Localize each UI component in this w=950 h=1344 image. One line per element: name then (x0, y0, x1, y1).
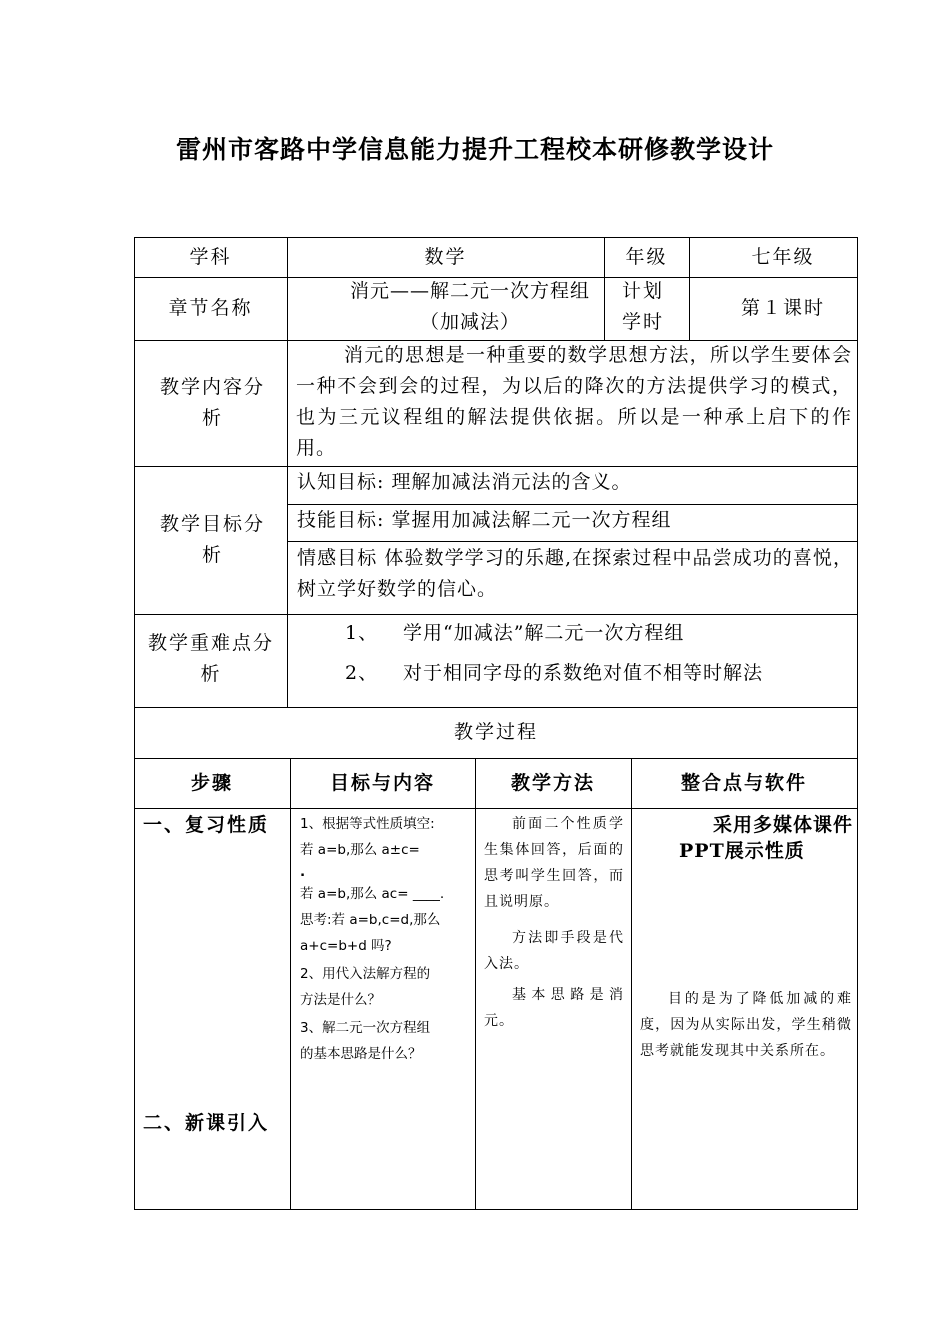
difficulty-label: 教学重难点分析 (147, 632, 274, 685)
process-title: 教学过程 (453, 721, 538, 743)
content-line-8: 方法是什么？ (300, 992, 381, 1008)
step-review: 一、复习性质 (143, 814, 270, 836)
goal-skill: 技能目标: 掌握用加减法解二元一次方程组 (297, 509, 672, 531)
content-line-3: . (300, 864, 306, 880)
header-software: 整合点与软件 (680, 771, 807, 794)
content-line-10: 的基本思路是什么？ (300, 1046, 422, 1062)
content-analysis-text: 消元的思想是一种重要的数学思想方法，所以学生要体会一种不会到会的过程，为以后的降次的方法提供学习的模式，也为三元议程组的解法提供依据。所以是一种承上启下的作用。 (296, 344, 852, 459)
chapter-label: 章节名称 (168, 297, 253, 319)
header-method: 教学方法 (510, 771, 595, 794)
goal-cognitive: 认知目标: 理解加减法消元法的含义。 (297, 471, 632, 493)
content-line-2: 若 a=b,那么 a±c= (300, 842, 420, 858)
chapter-value: 消元——解二元一次方程组（加减法） (349, 280, 590, 333)
software-heading-1: 采用多媒体课件 (712, 814, 853, 836)
subject-value: 数学 (424, 245, 467, 268)
content-list (300, 811, 472, 1067)
step-new-lesson: 二、新课引入 (143, 1112, 270, 1134)
method-p3: 基本思路是消元。 (484, 987, 624, 1029)
header-content: 目标与内容 (329, 771, 435, 794)
grade-label: 年级 (625, 245, 668, 268)
content-line-6: a+c=b+d 吗? (300, 938, 392, 954)
plan-value: 第１课时 (740, 297, 825, 319)
difficulty-num-1: 1、 (345, 622, 379, 644)
content-line-1: 1、根据等式性质填空: (300, 816, 435, 832)
content-line-4: 若 a=b,那么 ac= ____. (300, 886, 445, 902)
difficulty-item-1: 学用“加减法”解二元一次方程组 (403, 622, 685, 644)
goal-emotion: 情感目标 体验数学学习的乐趣,在探索过程中品尝成功的喜悦，树立学好数学的信心。 (297, 547, 853, 600)
header-step: 步骤 (190, 771, 233, 794)
content-line-5: 思考:若 a=b,c=d,那么 (300, 912, 441, 928)
difficulty-num-2: 2、 (345, 662, 379, 684)
plan-label: 计划学时 (622, 280, 665, 333)
software-note: 目的是为了降低加减的难度，因为从实际出发，学生稍微思考就能发现其中关系所在。 (640, 991, 852, 1059)
method-p2: 方法即手段是代入法。 (484, 930, 624, 972)
content-line-9: 3、解二元一次方程组 (300, 1020, 431, 1036)
subject-label: 学科 (189, 245, 232, 268)
difficulty-item-2: 对于相同字母的系数绝对值不相等时解法 (403, 662, 764, 684)
content-line-7: 2、用代入法解方程的 (300, 966, 431, 982)
goal-analysis-label: 教学目标分析 (160, 513, 266, 566)
page-title: 雷州市客路中学信息能力提升工程校本研修教学设计 (175, 135, 774, 164)
method-p1: 前面二个性质学生集体回答，后面的思考叫学生回答，而且说明原。 (484, 816, 624, 910)
grade-value: 七年级 (751, 245, 815, 268)
content-analysis-label: 教学内容分析 (160, 376, 266, 429)
software-heading-2: PPT展示性质 (679, 840, 805, 862)
